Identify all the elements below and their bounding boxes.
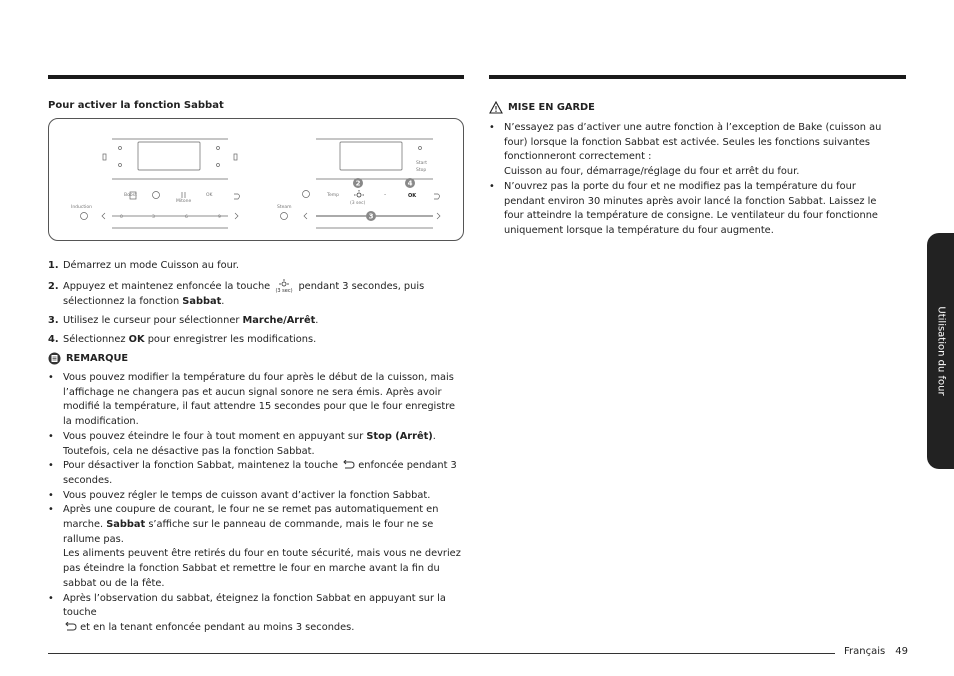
svg-text:4: 4: [407, 179, 413, 188]
footer: [844, 646, 908, 657]
left-column-top-rule: [48, 75, 464, 79]
note-heading: [48, 352, 128, 365]
warning-item: • N’ouvrez pas la porte du four et ne modifiez pas la température du four pendant environ 30 minutes après avoir lancé la fonction Sabbat. Laissez le four atteindre la température de consigne. Le ventilateur du four fonctionne uniquement lorsque la température du four augmente.: [489, 180, 878, 236]
step-1: 1. Démarrez un mode Cuisson au four.: [48, 260, 240, 271]
note-item: • Vous pouvez modifier la température du four après le début de la cuisson, mais l’affichage ne changera pas et aucun signal sonore ne sera émis. Après avoir modifié la température, il faut attendre 15 secondes pour que le four enregistre la modification.: [48, 372, 456, 428]
step-3: 3. Utilisez le curseur pour sélectionner Marche/Arrêt.: [48, 315, 319, 326]
callout-4: [405, 178, 415, 188]
svg-text:3: 3: [368, 212, 374, 221]
warning-title: MISE EN GARDE: [508, 102, 595, 113]
sabbath-key-icon: [273, 279, 295, 293]
note-item: • Vous pouvez éteindre le four à tout moment en appuyant sur Stop (Arrêt). Toutefois, cela ne désactive pas la fonction Sabbat.: [48, 430, 436, 457]
step-2: 2. Appuyez et maintenez enfoncée la touche (3 sec) pendant 3 secondes, puis sélectionnez la fonction Sabbat.: [48, 281, 425, 307]
svg-text:2: 2: [355, 179, 361, 188]
svg-text:-: -: [384, 191, 387, 198]
stop-label: Stop: [416, 168, 427, 173]
side-tab: Utilisation du four: [927, 233, 954, 469]
callout-2: [353, 178, 363, 188]
temp-label: Temp: [327, 193, 339, 198]
note-icon: [48, 352, 61, 365]
note-item: • Pour désactiver la fonction Sabbat, maintenez la touche enfoncée pendant 3 secondes.: [48, 460, 457, 486]
warning-list: [489, 121, 899, 239]
note-item: • Après une coupure de courant, le four ne se remet pas automatiquement en marche. Sabbat s’affiche sur le panneau de commande, mais le four ne se rallume pas. Les aliments peuvent être retirés du four en toute sécurité, mais vous ne devriez pas éteindre la fonction Sabbat et remettre le four en marche avant la fin du sabbat ou de la fête.: [48, 504, 461, 589]
footer-rule: [48, 653, 835, 654]
warning-item: • N’essayez pas d’activer une autre fonction à l’exception de Bake (cuisson au four) lorsque la fonction Sabbat est activée. Seules les fonctions suivantes fonctionneront correctement : Cuisson au four, démarrage/réglage du four et arrêt du four.: [489, 122, 882, 178]
steam-label: Steam: [277, 205, 292, 210]
note-list: [48, 371, 466, 636]
sabbath-hint-label: (3 sec): [350, 201, 366, 206]
induction-label: Induction: [71, 205, 92, 210]
boost-label: Boost: [124, 193, 137, 198]
ok-label-right: OK: [408, 193, 417, 199]
section-title: Pour activer la fonction Sabbat: [48, 100, 224, 111]
note-title: REMARQUE: [66, 353, 129, 364]
left-panel: [81, 139, 240, 228]
svg-text:9: 9: [218, 215, 221, 220]
ok-label-left: OK: [206, 193, 213, 198]
steps-list: [48, 258, 468, 351]
back-icon: [63, 622, 77, 632]
mitone-label: Mitone: [176, 199, 192, 204]
callout-3: [366, 211, 376, 221]
svg-text:6: 6: [185, 215, 188, 220]
note-item: • Vous pouvez régler le temps de cuisson avant d’activer la fonction Sabbat.: [48, 489, 431, 501]
warning-icon: [489, 101, 503, 114]
step-4: 4. Sélectionnez OK pour enregistrer les modifications.: [48, 334, 317, 345]
warning-heading: [489, 101, 595, 114]
svg-text:3: 3: [152, 215, 155, 220]
svg-text:0: 0: [120, 215, 123, 220]
page-number: 49: [895, 646, 908, 657]
start-label: Start: [416, 161, 427, 166]
control-panel-illustration: [48, 118, 464, 241]
right-column-top-rule: [489, 75, 906, 79]
svg-text:(3 sec): (3 sec): [275, 288, 293, 293]
note-item: • Après l’observation du sabbat, éteignez la fonction Sabbat en appuyant sur la touche et en la tenant enfoncée pendant au moins 3 secondes.: [48, 592, 446, 633]
sabbath-key-icon: [354, 190, 364, 197]
footer-language: Français: [844, 646, 886, 657]
back-icon: [341, 460, 355, 470]
